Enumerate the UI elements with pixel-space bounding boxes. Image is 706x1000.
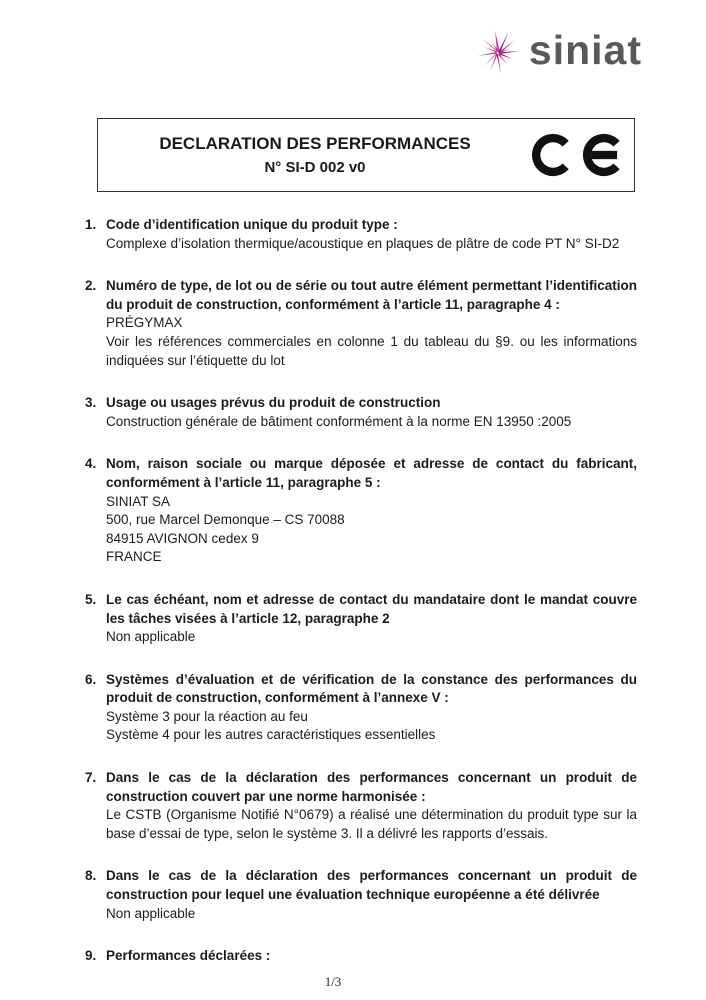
list-item-6 xyxy=(85,671,637,745)
list-item-9 xyxy=(85,947,637,966)
item-body-line: Le CSTB (Organisme Notifié N°0679) a réalisé une détermination du produit type sur la base d’essai de type, selon le système 3. Il a délivré les rapports d’essais. xyxy=(106,807,637,841)
item-body-line: PRÉGYMAX xyxy=(106,315,183,331)
item-body-line: Non applicable xyxy=(106,629,196,645)
list-item-1 xyxy=(85,216,637,253)
item-body-line: 84915 AVIGNON cedex 9 xyxy=(106,530,259,546)
siniat-logo xyxy=(468,22,642,82)
item-number: 3. xyxy=(85,395,97,411)
item-heading: Dans le cas de la déclaration des performances concernant un produit de construction couvert par une norme harmonisée : xyxy=(106,770,637,804)
ce-mark-icon xyxy=(532,126,628,184)
brand-name: siniat xyxy=(528,26,642,73)
list-item-4 xyxy=(85,455,637,567)
item-number: 5. xyxy=(85,591,97,607)
document-number: N° SI-D 002 v0 xyxy=(264,158,366,176)
declaration-title xyxy=(98,131,532,179)
item-heading: Code d’identification unique du produit type : xyxy=(106,217,398,232)
item-heading: Numéro de type, de lot ou de série ou tout autre élément permettant l’identification du produit de construction, conformément à l’article 11, paragraphe 4 : xyxy=(106,278,637,312)
item-body-line: Construction générale de bâtiment conformément à la norme EN 13950 :2005 xyxy=(106,413,572,429)
item-number: 4. xyxy=(85,456,97,472)
item-body-line: Voir les références commerciales en colonne 1 du tableau du §9. ou les informations indiquées sur l’étiquette du lot xyxy=(106,333,637,368)
item-heading: Systèmes d’évaluation et de vérification de la constance des performances du produit de construction, conformément à l’annexe V : xyxy=(106,671,637,706)
item-body-line: FRANCE xyxy=(106,549,162,565)
item-body-line: SINIAT SA xyxy=(106,493,171,509)
item-number: 2. xyxy=(85,278,97,294)
item-heading: Le cas échéant, nom et adresse de contact du mandataire dont le mandat couvre les tâches visées à l’article 12, paragraphe 2 xyxy=(106,591,637,626)
list-item-7 xyxy=(85,769,637,843)
item-number: 7. xyxy=(85,770,97,786)
item-body-line: Non applicable xyxy=(106,905,196,921)
item-number: 1. xyxy=(85,217,97,232)
item-body-line: Système 4 pour les autres caractéristiques essentielles xyxy=(106,727,436,743)
item-heading: Dans le cas de la déclaration des performances concernant un produit de construction pour lequel une évaluation technique européenne a été délivrée xyxy=(106,868,637,903)
item-body-line: Système 3 pour la réaction au feu xyxy=(106,708,308,724)
item-heading: Performances déclarées : xyxy=(106,948,271,964)
declaration-title-box xyxy=(97,118,635,192)
item-heading: Usage ou usages prévus du produit de construction xyxy=(106,395,441,411)
item-heading: Nom, raison sociale ou marque déposée et adresse de contact du fabricant, conformément à l’article 11, paragraphe 5 : xyxy=(106,456,637,490)
list-item-3 xyxy=(85,394,637,431)
item-body-line: 500, rue Marcel Demonque – CS 70088 xyxy=(106,512,345,528)
item-body-line: Complexe d’isolation thermique/acoustique en plaques de plâtre de code PT N° SI-D2 xyxy=(106,235,620,251)
item-number: 9. xyxy=(85,948,97,964)
item-number: 6. xyxy=(85,671,97,687)
list-item-5 xyxy=(85,591,637,647)
list-item-8 xyxy=(85,867,637,923)
list-item-2 xyxy=(85,277,637,370)
document-title: DECLARATION DES PERFORMANCES xyxy=(159,134,471,153)
item-number: 8. xyxy=(85,868,97,884)
declaration-items xyxy=(85,216,637,966)
starburst-icon xyxy=(468,22,526,82)
page-number: 1/3 xyxy=(324,974,342,989)
